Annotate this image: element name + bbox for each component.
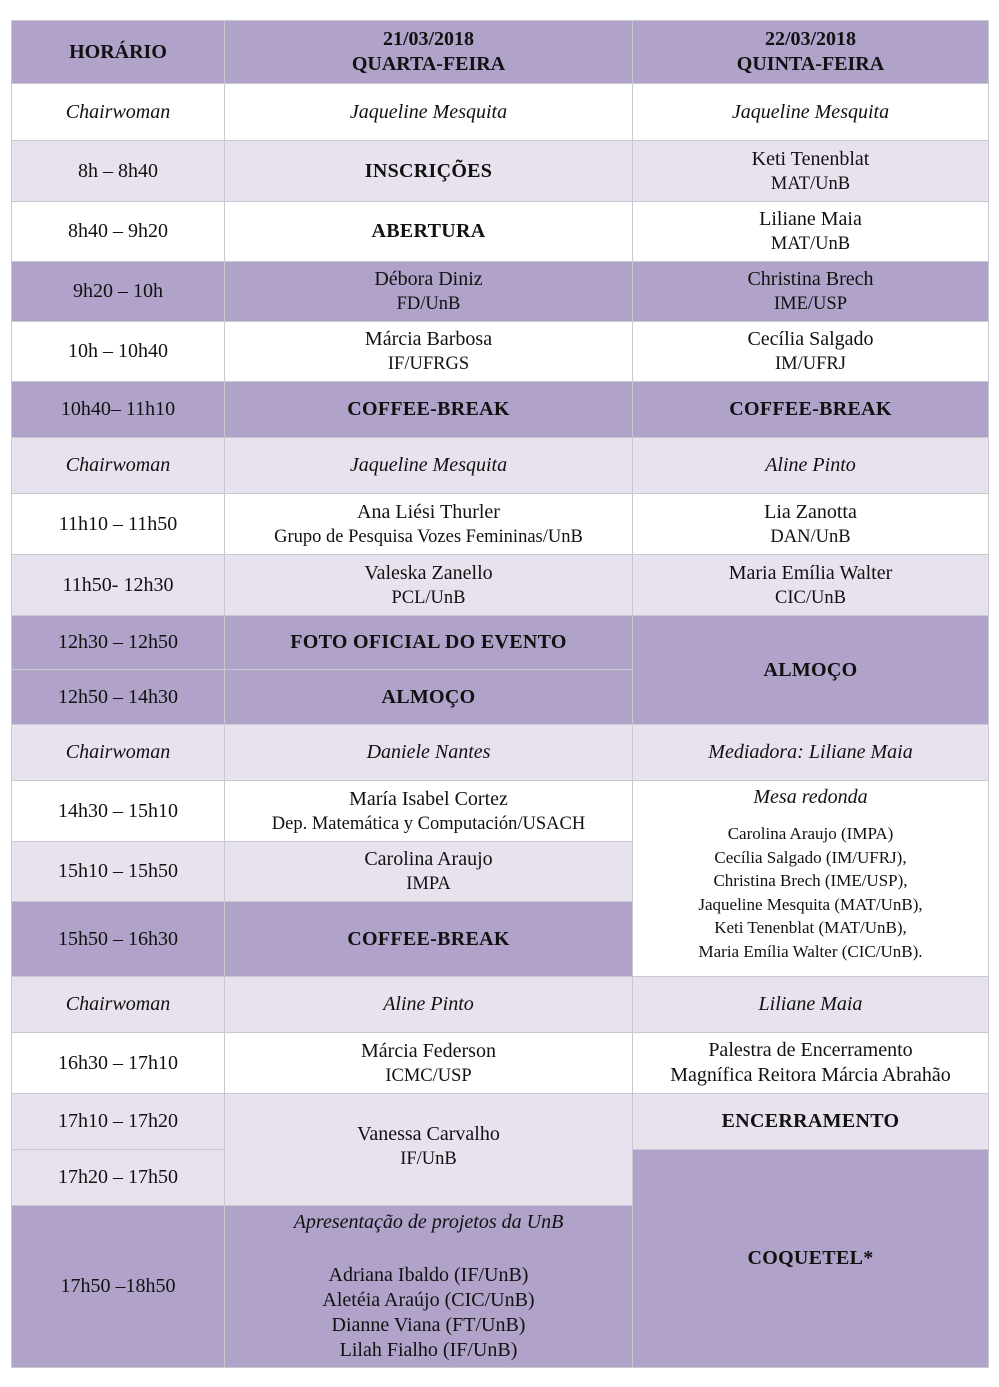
closing-speaker: Magnífica Reitora Márcia Abrahão [670,1064,951,1086]
chair-day2: Jaqueline Mesquita [633,84,989,141]
talk-day1 [225,1094,633,1206]
speaker-name: Maria Emília Walter [728,561,893,584]
event-day2: COFFEE-BREAK [633,382,989,438]
speaker-inst: IME/USP [774,294,847,314]
speaker-inst: IM/UFRJ [775,354,846,374]
speaker-inst: Grupo de Pesquisa Vozes Femininas/UnB [274,526,583,547]
speaker-inst: IF/UnB [400,1149,457,1169]
time-cell: 12h50 – 14h30 [12,670,225,725]
table-row [12,322,989,382]
table-row [12,1033,989,1094]
table-row [12,262,989,322]
speaker-inst: MAT/UnB [770,234,851,254]
chair-day1: Jaqueline Mesquita [225,438,633,494]
time-cell: 15h50 – 16h30 [12,902,225,977]
talk-day1 [225,322,633,382]
talk-day2 [633,494,989,555]
header-day2: 22/03/2018 QUINTA-FEIRA [633,21,989,84]
speaker-inst: IF/UFRGS [387,354,470,374]
time-cell: 10h – 10h40 [12,322,225,382]
speaker-name: Cecília Salgado [747,328,874,350]
time-cell: 9h20 – 10h [12,262,225,322]
speaker-name: María Isabel Cortez [349,787,508,810]
chair-day2: Aline Pinto [633,438,989,494]
speaker-inst: ICMC/USP [385,1065,472,1086]
time-cell: Chairwoman [12,84,225,141]
time-cell: 16h30 – 17h10 [12,1033,225,1094]
chair-day2: Mediadora: Liliane Maia [633,725,989,781]
talk-day1 [225,494,633,555]
talk-day1 [225,555,633,616]
time-cell: 12h30 – 12h50 [12,616,225,670]
speaker-name: Liliane Maia [759,208,862,230]
event-day1: ALMOÇO [225,670,633,725]
table-row [12,977,989,1033]
event-day1: COFFEE-BREAK [225,902,633,977]
time-cell: 17h20 – 17h50 [12,1150,225,1206]
closing-lecture [633,1033,989,1094]
mesa-participant: Jaqueline Mesquita (MAT/UnB), [698,894,923,914]
header-day1: 21/03/2018 QUARTA-FEIRA [225,21,633,84]
event-day1: FOTO OFICIAL DO EVENTO [225,616,633,670]
speaker-name: Márcia Federson [361,1039,496,1062]
event-day1: COFFEE-BREAK [225,382,633,438]
project-presenter: Dianne Viana (FT/UnB) [331,1314,526,1336]
project-presenter: Adriana Ibaldo (IF/UnB) [328,1264,529,1286]
table-row [12,84,989,141]
table-row [12,382,989,438]
header-time: HORÁRIO [12,21,225,84]
talk-day1 [225,262,633,322]
schedule-table [11,20,989,1368]
time-cell: 17h10 – 17h20 [12,1094,225,1150]
table-row [12,141,989,202]
project-presenter: Aletéia Araújo (CIC/UnB) [322,1289,535,1311]
speaker-name: Keti Tenenblat [751,147,870,170]
mesa-participant: Cecília Salgado (IM/UFRJ), [714,847,907,867]
mesa-title: Mesa redonda [753,786,868,808]
speaker-inst: PCL/UnB [391,587,466,608]
speaker-inst: MAT/UnB [770,173,851,194]
time-cell: 10h40– 11h10 [12,382,225,438]
talk-day1 [225,781,633,842]
speaker-name: Christina Brech [747,268,874,290]
mesa-participant: Keti Tenenblat (MAT/UnB), [714,918,907,937]
speaker-name: Carolina Araujo [364,848,493,870]
time-cell: 17h50 –18h50 [12,1206,225,1368]
talk-day2 [633,262,989,322]
time-cell: 8h – 8h40 [12,141,225,202]
talk-day1 [225,842,633,902]
speaker-name: Débora Diniz [374,268,483,290]
closing-title: Palestra de Encerramento [708,1039,913,1061]
speaker-name: Lia Zanotta [764,500,857,523]
project-presenter: Lilah Fialho (IF/UnB) [339,1339,518,1361]
event-day2-cocktail: COQUETEL* [633,1150,989,1368]
chair-day2: Liliane Maia [633,977,989,1033]
header-row [12,21,989,84]
event-day1: INSCRIÇÕES [225,141,633,202]
mesa-participant: Christina Brech (IME/USP), [713,871,908,890]
talk-day1 [225,1033,633,1094]
chair-day1: Daniele Nantes [225,725,633,781]
speaker-inst: Dep. Matemática y Computación/USACH [271,813,586,834]
mesa-participant: Maria Emília Walter (CIC/UnB). [698,941,923,961]
time-cell: Chairwoman [12,438,225,494]
table-row [12,725,989,781]
time-cell: Chairwoman [12,977,225,1033]
speaker-name: Ana Liési Thurler [357,500,500,523]
speaker-inst: IMPA [406,874,451,894]
time-cell: 11h10 – 11h50 [12,494,225,555]
event-day2: ENCERRAMENTO [633,1094,989,1150]
table-row [12,202,989,262]
event-day1: ABERTURA [225,202,633,262]
table-row [12,616,989,670]
mesa-participant: Carolina Araujo (IMPA) [727,824,894,843]
chair-day1: Jaqueline Mesquita [225,84,633,141]
time-cell: Chairwoman [12,725,225,781]
talk-day2 [633,141,989,202]
table-row [12,781,989,842]
chair-day1: Aline Pinto [225,977,633,1033]
speaker-inst: DAN/UnB [770,526,851,547]
table-row [12,1094,989,1150]
table-row [12,555,989,616]
speaker-name: Márcia Barbosa [364,328,493,350]
mesa-redonda-cell [633,781,989,977]
event-day2-lunch: ALMOÇO [633,616,989,725]
table-row [12,438,989,494]
talk-day2 [633,555,989,616]
speaker-inst: CIC/UnB [775,587,846,608]
talk-day2 [633,202,989,262]
time-cell: 15h10 – 15h50 [12,842,225,902]
time-cell: 14h30 – 15h10 [12,781,225,842]
speaker-inst: FD/UnB [396,294,461,314]
talk-day2 [633,322,989,382]
projects-title: Apresentação de projetos da UnB [293,1211,564,1233]
projects-cell [225,1206,633,1368]
speaker-name: Vanessa Carvalho [357,1123,500,1145]
time-cell: 11h50- 12h30 [12,555,225,616]
time-cell: 8h40 – 9h20 [12,202,225,262]
table-row [12,494,989,555]
speaker-name: Valeska Zanello [364,561,493,584]
